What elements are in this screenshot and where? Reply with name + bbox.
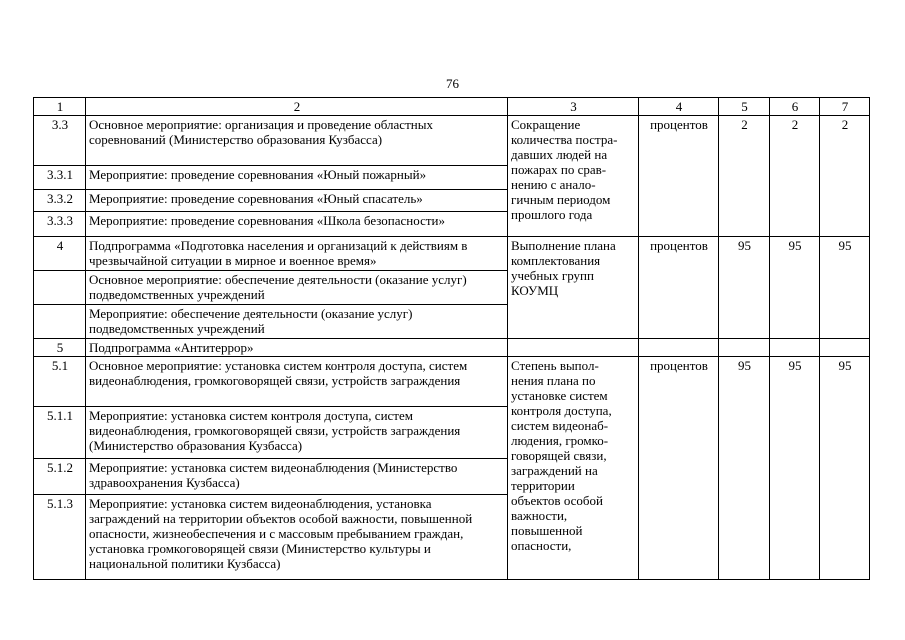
header-cell-5: 5: [719, 98, 770, 116]
header-cell-2: 2: [86, 98, 508, 116]
row-name: Основное мероприятие: обеспечение деятельности (оказание услуг) подведомственных учреждений: [86, 271, 508, 305]
row-name: Основное мероприятие: установка систем контроля доступа, систем видеонаблюдения, громкоговорящей связи, устройств заграждения: [86, 357, 508, 407]
row-name: Подпрограмма «Антитеррор»: [86, 339, 508, 357]
page-number: 76: [446, 76, 459, 91]
value-col7: [820, 339, 870, 357]
value-col7: 2: [820, 116, 870, 237]
row-number: 5.1: [34, 357, 86, 407]
header-row: [34, 98, 870, 116]
row-name: Мероприятие: проведение соревнования «Юный пожарный»: [86, 166, 508, 190]
row-number: 5.1.3: [34, 495, 86, 580]
row-name: Мероприятие: установка систем контроля доступа, систем видеонаблюдения, громкоговорящей связи, устройств заграждения (Министерство образования Кузбасса): [86, 407, 508, 459]
row-number: 5.1.2: [34, 459, 86, 495]
indicator-cell: [508, 339, 639, 357]
table-row: [34, 116, 870, 166]
value-col6: 95: [770, 357, 820, 580]
row-name: Мероприятие: установка систем видеонаблюдения (Министерство здравоохранения Кузбасса): [86, 459, 508, 495]
table-row: [34, 357, 870, 407]
unit-cell: процентов: [639, 116, 719, 237]
row-number: 3.3: [34, 116, 86, 166]
unit-cell: процентов: [639, 237, 719, 339]
table-row: [34, 237, 870, 271]
row-name: Мероприятие: проведение соревнования «Юный спасатель»: [86, 190, 508, 212]
value-col5: 95: [719, 357, 770, 580]
row-number: 3.3.1: [34, 166, 86, 190]
indicator-cell: Сокращение количества постра- давших людей на пожарах по срав- нению с анало- гичным периодом прошлого года: [508, 116, 639, 237]
header-cell-7: 7: [820, 98, 870, 116]
value-col5: 95: [719, 237, 770, 339]
value-col5: 2: [719, 116, 770, 237]
value-col5: [719, 339, 770, 357]
row-name: Мероприятие: проведение соревнования «Школа безопасности»: [86, 212, 508, 237]
value-col6: 95: [770, 237, 820, 339]
row-number: 3.3.3: [34, 212, 86, 237]
row-name: Мероприятие: установка систем видеонаблюдения, установка заграждений на территории объектов особой важности, повышенной опасности, жизнеобеспечения и с массовым пребыванием граждан, установка громкоговорящей связи (Министерство культуры и национальной политики Кузбасса): [86, 495, 508, 580]
header-cell-4: 4: [639, 98, 719, 116]
indicator-cell: Степень выпол- нения плана по установке систем контроля доступа, систем видеонаб- людения, громко- говорящей связи, заграждений на территории объектов особой важности, повышенной опасности,: [508, 357, 639, 580]
row-name: Мероприятие: обеспечение деятельности (оказание услуг) подведомственных учреждений: [86, 305, 508, 339]
table-row: [34, 339, 870, 357]
value-col6: 2: [770, 116, 820, 237]
indicators-table: [33, 97, 870, 580]
row-name: Подпрограмма «Подготовка населения и организаций к действиям в чрезвычайной ситуации в мирное и военное время»: [86, 237, 508, 271]
value-col7: 95: [820, 237, 870, 339]
unit-cell: процентов: [639, 357, 719, 580]
header-cell-1: 1: [34, 98, 86, 116]
header-cell-6: 6: [770, 98, 820, 116]
row-number: 3.3.2: [34, 190, 86, 212]
row-number: 5: [34, 339, 86, 357]
indicator-cell: Выполнение плана комплектования учебных групп КОУМЦ: [508, 237, 639, 339]
row-name: Основное мероприятие: организация и проведение областных соревнований (Министерство образования Кузбасса): [86, 116, 508, 166]
unit-cell: [639, 339, 719, 357]
value-col7: 95: [820, 357, 870, 580]
row-number: [34, 305, 86, 339]
header-cell-3: 3: [508, 98, 639, 116]
value-col6: [770, 339, 820, 357]
row-number: 5.1.1: [34, 407, 86, 459]
row-number: 4: [34, 237, 86, 271]
row-number: [34, 271, 86, 305]
